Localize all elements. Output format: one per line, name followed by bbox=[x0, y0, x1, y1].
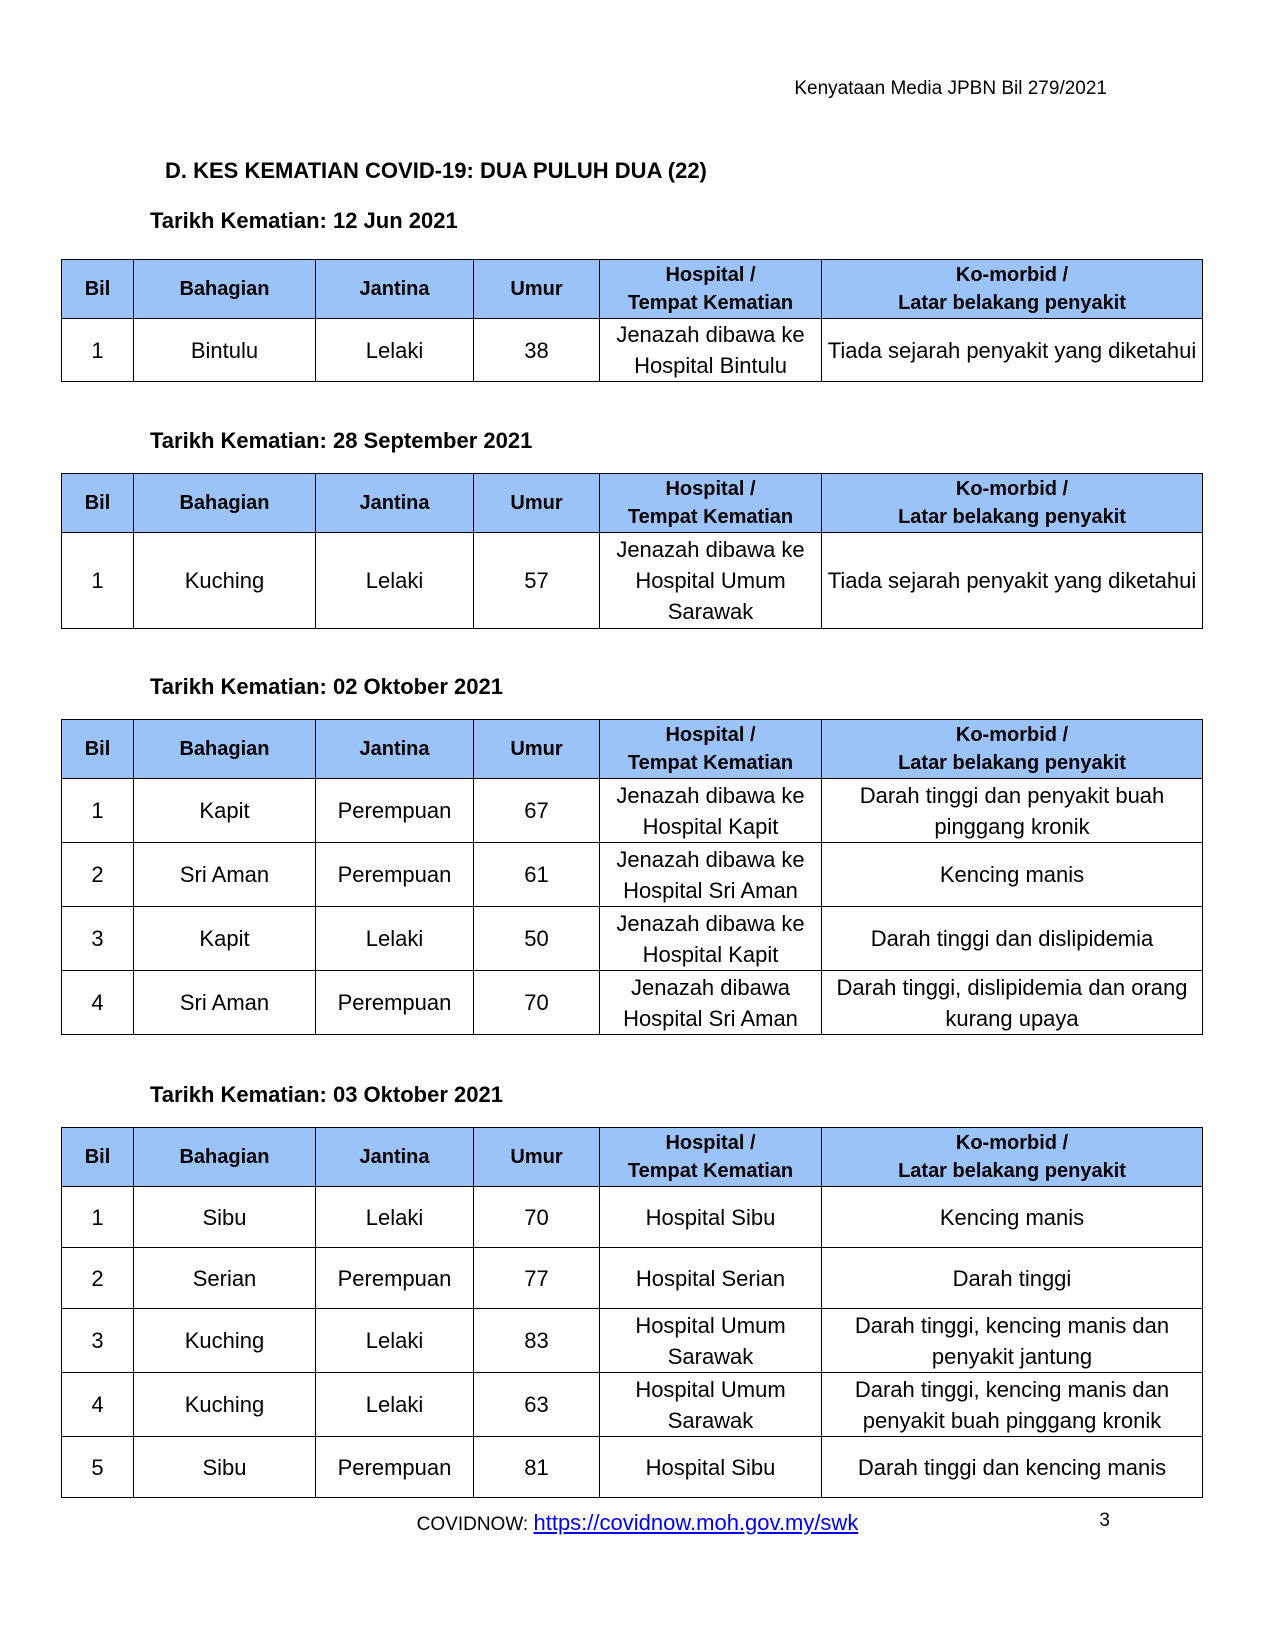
cell-umur: 83 bbox=[474, 1309, 600, 1373]
cell-bil: 4 bbox=[62, 971, 134, 1035]
table-row bbox=[62, 533, 1203, 629]
death-date-title: Tarikh Kematian: 03 Oktober 2021 bbox=[150, 1082, 503, 1107]
column-header-umur: Umur bbox=[474, 260, 600, 319]
column-header-jantina: Jantina bbox=[316, 260, 474, 319]
column-header-umur: Umur bbox=[474, 1128, 600, 1187]
cell-bil: 1 bbox=[62, 533, 134, 629]
cell-bil: 5 bbox=[62, 1437, 134, 1498]
cell-jantina: Lelaki bbox=[316, 533, 474, 629]
section-title: D. KES KEMATIAN COVID-19: DUA PULUH DUA (22) bbox=[165, 158, 707, 183]
cell-komorbid: Darah tinggi dan penyakit buah pinggang kronik bbox=[822, 779, 1203, 843]
cell-komorbid: Tiada sejarah penyakit yang diketahui bbox=[822, 319, 1203, 382]
cell-bil: 1 bbox=[62, 779, 134, 843]
cell-umur: 70 bbox=[474, 1187, 600, 1248]
column-header-bil: Bil bbox=[62, 260, 134, 319]
cell-bil: 2 bbox=[62, 1248, 134, 1309]
cell-hospital: Jenazah dibawa Hospital Sri Aman bbox=[600, 971, 822, 1035]
cell-komorbid: Kencing manis bbox=[822, 1187, 1203, 1248]
death-table bbox=[61, 719, 1203, 1035]
cell-komorbid: Darah tinggi, kencing manis dan penyakit jantung bbox=[822, 1309, 1203, 1373]
death-date-title: Tarikh Kematian: 12 Jun 2021 bbox=[150, 208, 458, 233]
column-header-jantina: Jantina bbox=[316, 720, 474, 779]
column-header-hospital: Hospital / Tempat Kematian bbox=[600, 260, 822, 319]
column-header-bahagian: Bahagian bbox=[134, 474, 316, 533]
cell-hospital: Hospital Sibu bbox=[600, 1437, 822, 1498]
death-date-title: Tarikh Kematian: 28 September 2021 bbox=[150, 428, 533, 453]
cell-bil: 2 bbox=[62, 843, 134, 907]
table-row bbox=[62, 907, 1203, 971]
column-header-hospital: Hospital / Tempat Kematian bbox=[600, 720, 822, 779]
cell-bahagian: Kuching bbox=[134, 1373, 316, 1437]
column-header-bahagian: Bahagian bbox=[134, 720, 316, 779]
table-header-row bbox=[62, 260, 1203, 319]
column-header-komorbid: Ko-morbid / Latar belakang penyakit bbox=[822, 474, 1203, 533]
cell-jantina: Perempuan bbox=[316, 971, 474, 1035]
column-header-bil: Bil bbox=[62, 720, 134, 779]
cell-jantina: Perempuan bbox=[316, 843, 474, 907]
footer-label: COVIDNOW: bbox=[416, 1514, 529, 1535]
cell-bahagian: Kuching bbox=[134, 1309, 316, 1373]
cell-bahagian: Sri Aman bbox=[134, 843, 316, 907]
footer bbox=[0, 1510, 1275, 1536]
cell-umur: 70 bbox=[474, 971, 600, 1035]
cell-hospital: Jenazah dibawa ke Hospital Bintulu bbox=[600, 319, 822, 382]
cell-komorbid: Darah tinggi bbox=[822, 1248, 1203, 1309]
cell-jantina: Lelaki bbox=[316, 907, 474, 971]
cell-bahagian: Sri Aman bbox=[134, 971, 316, 1035]
column-header-umur: Umur bbox=[474, 474, 600, 533]
table-row bbox=[62, 1309, 1203, 1373]
cell-hospital: Jenazah dibawa ke Hospital Kapit bbox=[600, 779, 822, 843]
cell-bahagian: Sibu bbox=[134, 1187, 316, 1248]
cell-hospital: Jenazah dibawa ke Hospital Kapit bbox=[600, 907, 822, 971]
cell-jantina: Lelaki bbox=[316, 319, 474, 382]
covidnow-link[interactable]: https://covidnow.moh.gov.my/swk bbox=[533, 1510, 859, 1535]
column-header-hospital: Hospital / Tempat Kematian bbox=[600, 1128, 822, 1187]
cell-bahagian: Sibu bbox=[134, 1437, 316, 1498]
page-number: 3 bbox=[1099, 1510, 1110, 1531]
cell-jantina: Lelaki bbox=[316, 1309, 474, 1373]
table-row bbox=[62, 843, 1203, 907]
table-row bbox=[62, 1187, 1203, 1248]
cell-umur: 63 bbox=[474, 1373, 600, 1437]
cell-hospital: Jenazah dibawa ke Hospital Sri Aman bbox=[600, 843, 822, 907]
column-header-bahagian: Bahagian bbox=[134, 1128, 316, 1187]
table-row bbox=[62, 1437, 1203, 1498]
death-table bbox=[61, 1127, 1203, 1498]
death-table bbox=[61, 259, 1203, 382]
column-header-jantina: Jantina bbox=[316, 474, 474, 533]
cell-komorbid: Darah tinggi dan kencing manis bbox=[822, 1437, 1203, 1498]
cell-bil: 1 bbox=[62, 319, 134, 382]
cell-hospital: Hospital Sibu bbox=[600, 1187, 822, 1248]
cell-hospital: Jenazah dibawa ke Hospital Umum Sarawak bbox=[600, 533, 822, 629]
cell-bil: 4 bbox=[62, 1373, 134, 1437]
cell-jantina: Lelaki bbox=[316, 1187, 474, 1248]
cell-bahagian: Serian bbox=[134, 1248, 316, 1309]
column-header-komorbid: Ko-morbid / Latar belakang penyakit bbox=[822, 260, 1203, 319]
document-reference: Kenyataan Media JPBN Bil 279/2021 bbox=[794, 78, 1107, 99]
cell-komorbid: Tiada sejarah penyakit yang diketahui bbox=[822, 533, 1203, 629]
cell-jantina: Lelaki bbox=[316, 1373, 474, 1437]
cell-hospital: Hospital Serian bbox=[600, 1248, 822, 1309]
cell-komorbid: Kencing manis bbox=[822, 843, 1203, 907]
cell-bil: 3 bbox=[62, 1309, 134, 1373]
cell-bahagian: Bintulu bbox=[134, 319, 316, 382]
table-row bbox=[62, 779, 1203, 843]
cell-umur: 57 bbox=[474, 533, 600, 629]
column-header-bahagian: Bahagian bbox=[134, 260, 316, 319]
cell-bahagian: Kuching bbox=[134, 533, 316, 629]
death-table bbox=[61, 473, 1203, 629]
column-header-komorbid: Ko-morbid / Latar belakang penyakit bbox=[822, 720, 1203, 779]
cell-komorbid: Darah tinggi dan dislipidemia bbox=[822, 907, 1203, 971]
column-header-bil: Bil bbox=[62, 1128, 134, 1187]
cell-umur: 38 bbox=[474, 319, 600, 382]
cell-jantina: Perempuan bbox=[316, 1248, 474, 1309]
cell-jantina: Perempuan bbox=[316, 779, 474, 843]
cell-bahagian: Kapit bbox=[134, 779, 316, 843]
column-header-bil: Bil bbox=[62, 474, 134, 533]
column-header-jantina: Jantina bbox=[316, 1128, 474, 1187]
column-header-komorbid: Ko-morbid / Latar belakang penyakit bbox=[822, 1128, 1203, 1187]
cell-bahagian: Kapit bbox=[134, 907, 316, 971]
table-header-row bbox=[62, 474, 1203, 533]
cell-umur: 50 bbox=[474, 907, 600, 971]
table-row bbox=[62, 319, 1203, 382]
table-row bbox=[62, 1248, 1203, 1309]
cell-umur: 61 bbox=[474, 843, 600, 907]
cell-jantina: Perempuan bbox=[316, 1437, 474, 1498]
table-header-row bbox=[62, 1128, 1203, 1187]
cell-hospital: Hospital Umum Sarawak bbox=[600, 1309, 822, 1373]
cell-umur: 81 bbox=[474, 1437, 600, 1498]
death-date-title: Tarikh Kematian: 02 Oktober 2021 bbox=[150, 674, 503, 699]
cell-komorbid: Darah tinggi, kencing manis dan penyakit buah pinggang kronik bbox=[822, 1373, 1203, 1437]
cell-umur: 77 bbox=[474, 1248, 600, 1309]
cell-umur: 67 bbox=[474, 779, 600, 843]
column-header-hospital: Hospital / Tempat Kematian bbox=[600, 474, 822, 533]
table-row bbox=[62, 1373, 1203, 1437]
cell-hospital: Hospital Umum Sarawak bbox=[600, 1373, 822, 1437]
cell-bil: 1 bbox=[62, 1187, 134, 1248]
column-header-umur: Umur bbox=[474, 720, 600, 779]
table-header-row bbox=[62, 720, 1203, 779]
cell-komorbid: Darah tinggi, dislipidemia dan orang kurang upaya bbox=[822, 971, 1203, 1035]
table-row bbox=[62, 971, 1203, 1035]
cell-bil: 3 bbox=[62, 907, 134, 971]
